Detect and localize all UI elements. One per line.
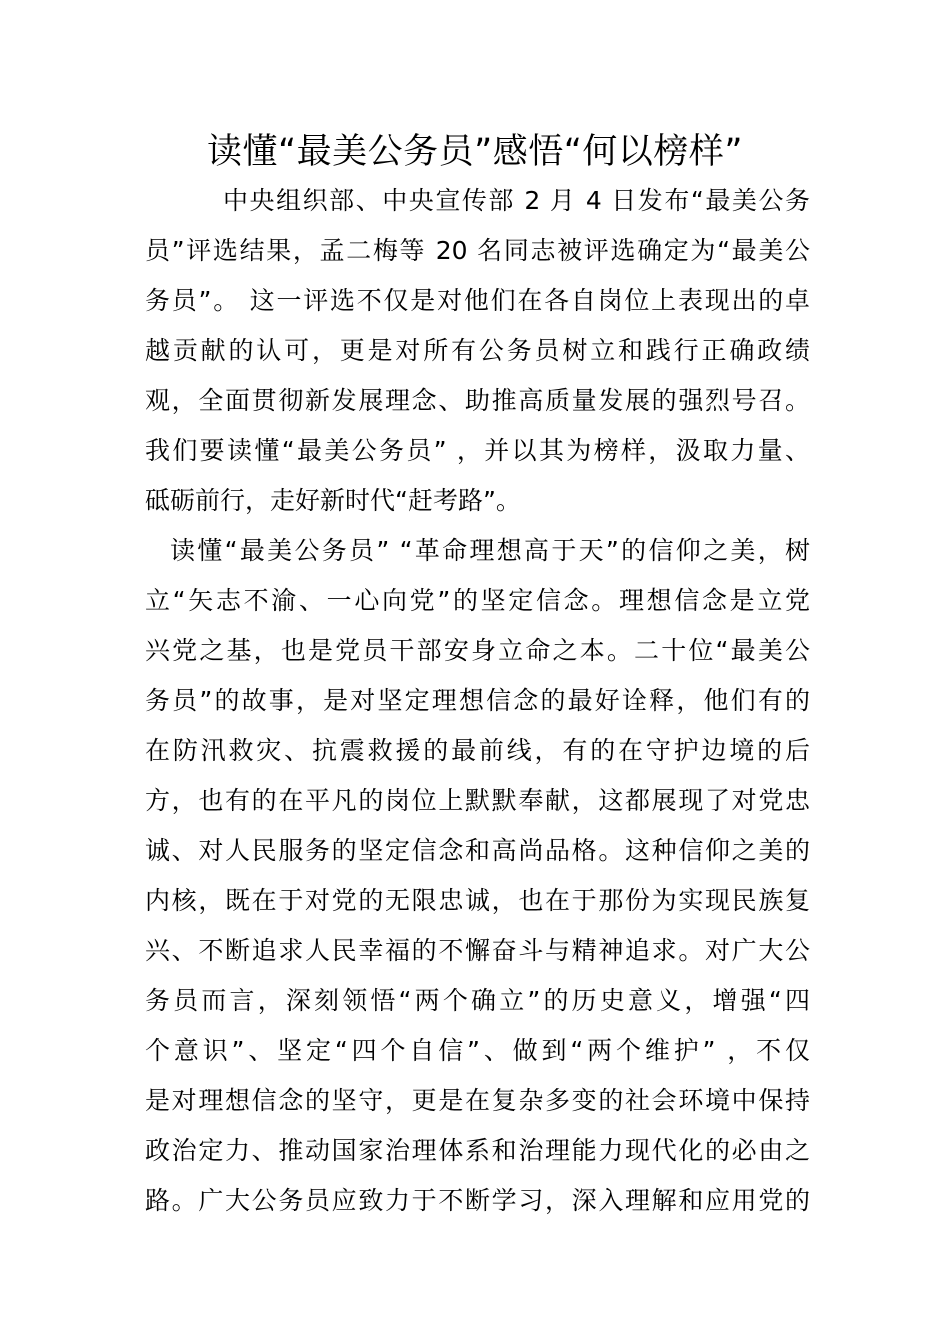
paragraph-1 (145, 176, 810, 526)
paragraph-line: 内核，既在于对党的无限忠诚，也在于那份为实现民族复 (145, 886, 810, 915)
paragraph-line: 诚、对人民服务的坚定信念和高尚品格。这种信仰之美的 (145, 836, 810, 865)
paragraph-line: 我们要读懂“最美公务员” ，并以其为榜样，汲取力量、 (145, 436, 810, 465)
paragraph-line: 务员”的故事，是对坚定理想信念的最好诠释，他们有的 (145, 686, 810, 715)
paragraph-line: 读懂“最美公务员” “革命理想高于天”的信仰之美，树 (170, 536, 810, 565)
paragraph-line: 兴党之基，也是党员干部安身立命之本。二十位“最美公 (145, 636, 810, 665)
paragraph-line: 中央组织部、中央宣传部 2 月 4 日发布“最美公务 (223, 186, 810, 215)
paragraph-line: 务员而言，深刻领悟“两个确立”的历史意义，增强“四 (145, 986, 810, 1015)
paragraph-line: 政治定力、推动国家治理体系和治理能力现代化的必由之 (145, 1136, 810, 1165)
paragraph-line: 方，也有的在平凡的岗位上默默奉献，这都展现了对党忠 (145, 786, 810, 815)
paragraph-line: 砥砺前行，走好新时代“赶考路”。 (145, 486, 521, 515)
paragraph-line: 个意识”、坚定“四个自信”、做到“两个维护” ，不仅 (145, 1036, 810, 1065)
paragraph-line: 路。广大公务员应致力于不断学习，深入理解和应用党的 (145, 1186, 810, 1215)
paragraph-line: 是对理想信念的坚守，更是在复杂多变的社会环境中保持 (145, 1086, 810, 1115)
paragraph-line: 在防汛救灾、抗震救援的最前线，有的在守护边境的后 (145, 736, 810, 765)
paragraph-line: 员”评选结果，孟二梅等 20 名同志被评选确定为“最美公 (145, 236, 810, 265)
paragraph-2 (145, 526, 810, 1226)
paragraph-line: 务员”。 这一评选不仅是对他们在各自岗位上表现出的卓 (145, 286, 810, 315)
paragraph-line: 越贡献的认可，更是对所有公务员树立和践行正确政绩 (145, 336, 810, 365)
document-title: 读懂“最美公务员”感悟“何以榜样” (206, 132, 744, 172)
paragraph-line: 兴、不断追求人民幸福的不懈奋斗与精神追求。对广大公 (145, 936, 810, 965)
paragraph-line: 立“矢志不渝、一心向党”的坚定信念。理想信念是立党 (145, 586, 810, 615)
paragraph-line: 观，全面贯彻新发展理念、助推高质量发展的强烈号召。 (145, 386, 810, 415)
